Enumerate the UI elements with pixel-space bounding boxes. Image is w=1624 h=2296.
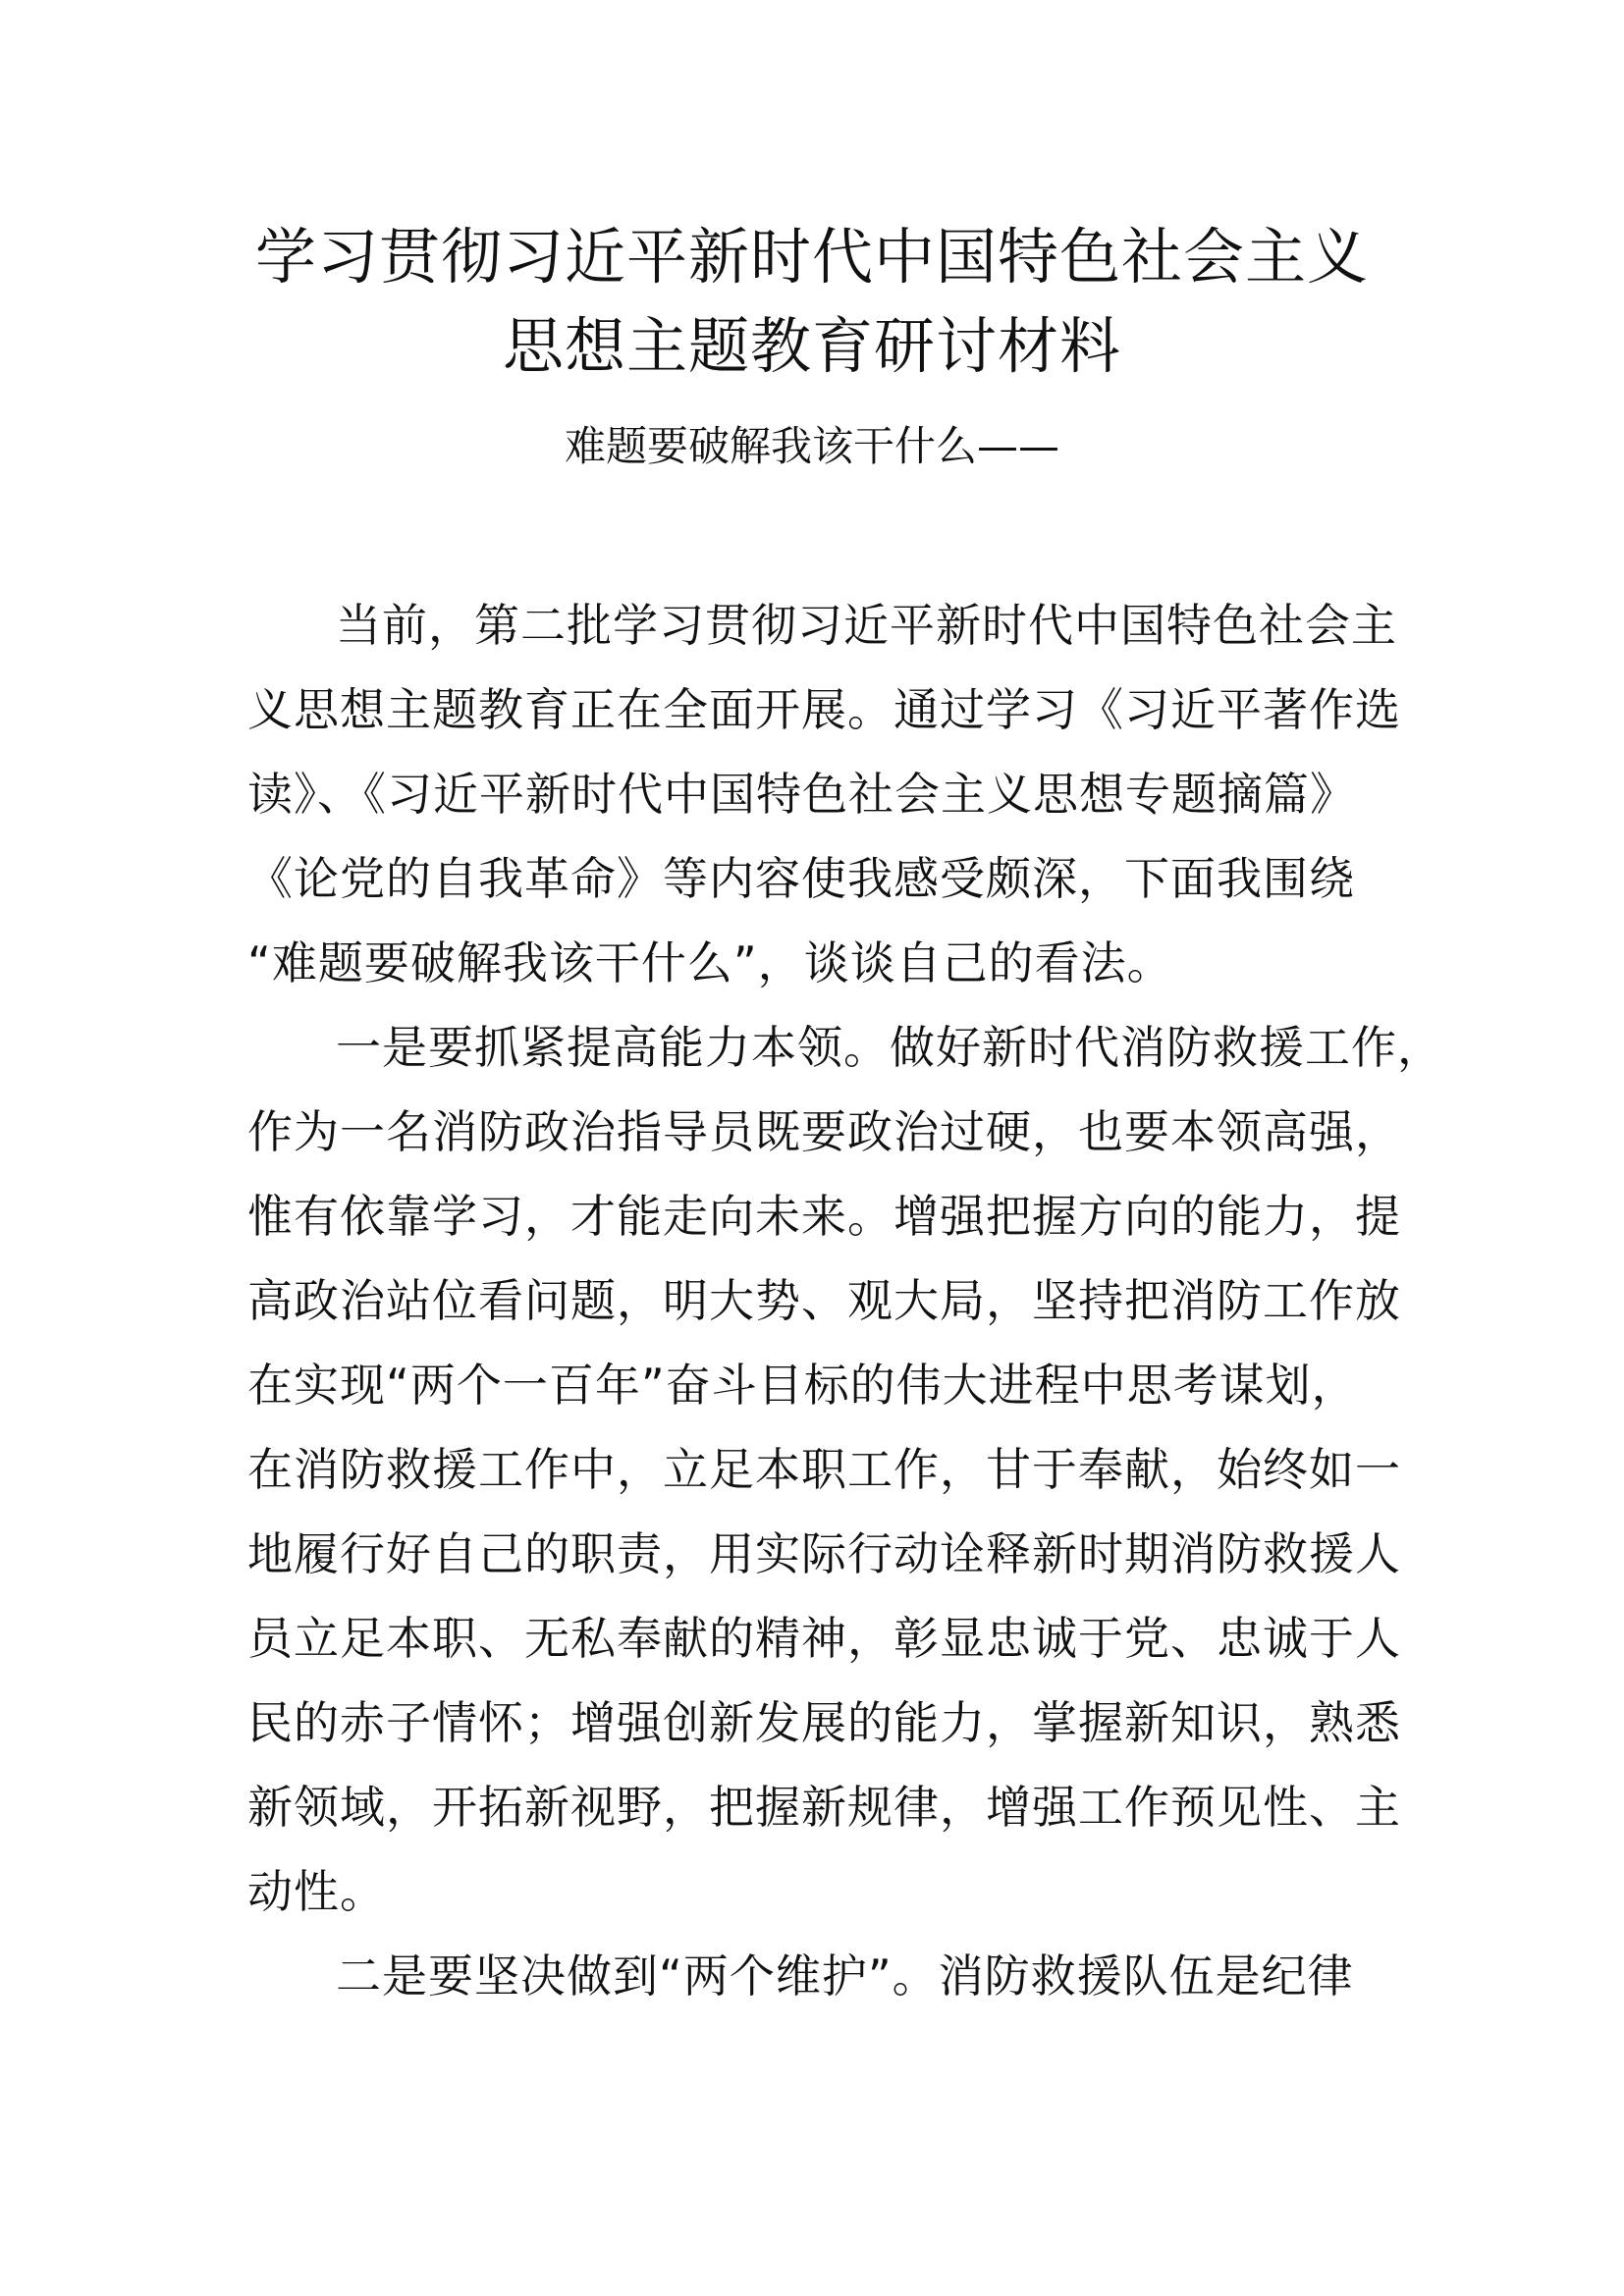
paragraph-2-line-9: 民的赤子情怀；增强创新发展的能力，掌握新知识，熟悉 — [247, 1696, 1401, 1749]
paragraph-2-line-7: 地履行好自己的职责，用实际行动诠释新时期消防救援人 — [247, 1527, 1401, 1580]
document-title-line-2: 思想主题教育研讨材料 — [502, 310, 1121, 382]
paragraph-2-line-8: 员立足本职、无私奉献的精神，彰显忠诚于党、忠诚于人 — [247, 1612, 1401, 1665]
paragraph-1-line-2: 义思想主题教育正在全面开展。通过学习《习近平著作选 — [247, 683, 1401, 736]
paragraph-1-line-3: 读》、《习近平新时代中国特色社会主义思想专题摘篇》 — [247, 768, 1356, 821]
paragraph-2-line-3: 惟有依靠学习，才能走向未来。增强把握方向的能力，提 — [247, 1190, 1401, 1243]
document-title-line-1: 学习贯彻习近平新时代中国特色社会主义 — [254, 221, 1369, 293]
paragraph-2-line-5: 在实现“两个一百年”奋斗目标的伟大进程中思考谋划， — [247, 1359, 1358, 1412]
paragraph-2-line-10: 新领域，开拓新视野，把握新规律，增强工作预见性、主 — [247, 1781, 1401, 1834]
paragraph-1-line-5: “难题要破解我该干什么”，谈谈自己的看法。 — [247, 936, 1173, 989]
paragraph-2-line-11: 动性。 — [247, 1865, 386, 1918]
paragraph-1-line-1: 当前，第二批学习贯彻习近平新时代中国特色社会主 — [336, 599, 1397, 652]
paragraph-2-line-4: 高政治站位看问题，明大势、观大局，坚持把消防工作放 — [247, 1274, 1401, 1327]
paragraph-1-line-4: 《论党的自我革命》等内容使我感受颇深，下面我围绕 — [247, 852, 1355, 905]
paragraph-2-line-6: 在消防救援工作中，立足本职工作，甘于奉献，始终如一 — [247, 1443, 1401, 1496]
paragraph-3-line-1: 二是要坚决做到“两个维护”。消防救援队伍是纪律 — [336, 1949, 1354, 2002]
paragraph-2-line-2: 作为一名消防政治指导员既要政治过硬，也要本领高强， — [247, 1105, 1401, 1158]
document-subtitle: 难题要破解我该干什么—— — [564, 422, 1059, 470]
paragraph-2-line-1: 一是要抓紧提高能力本领。做好新时代消防救援工作， — [336, 1021, 1443, 1074]
